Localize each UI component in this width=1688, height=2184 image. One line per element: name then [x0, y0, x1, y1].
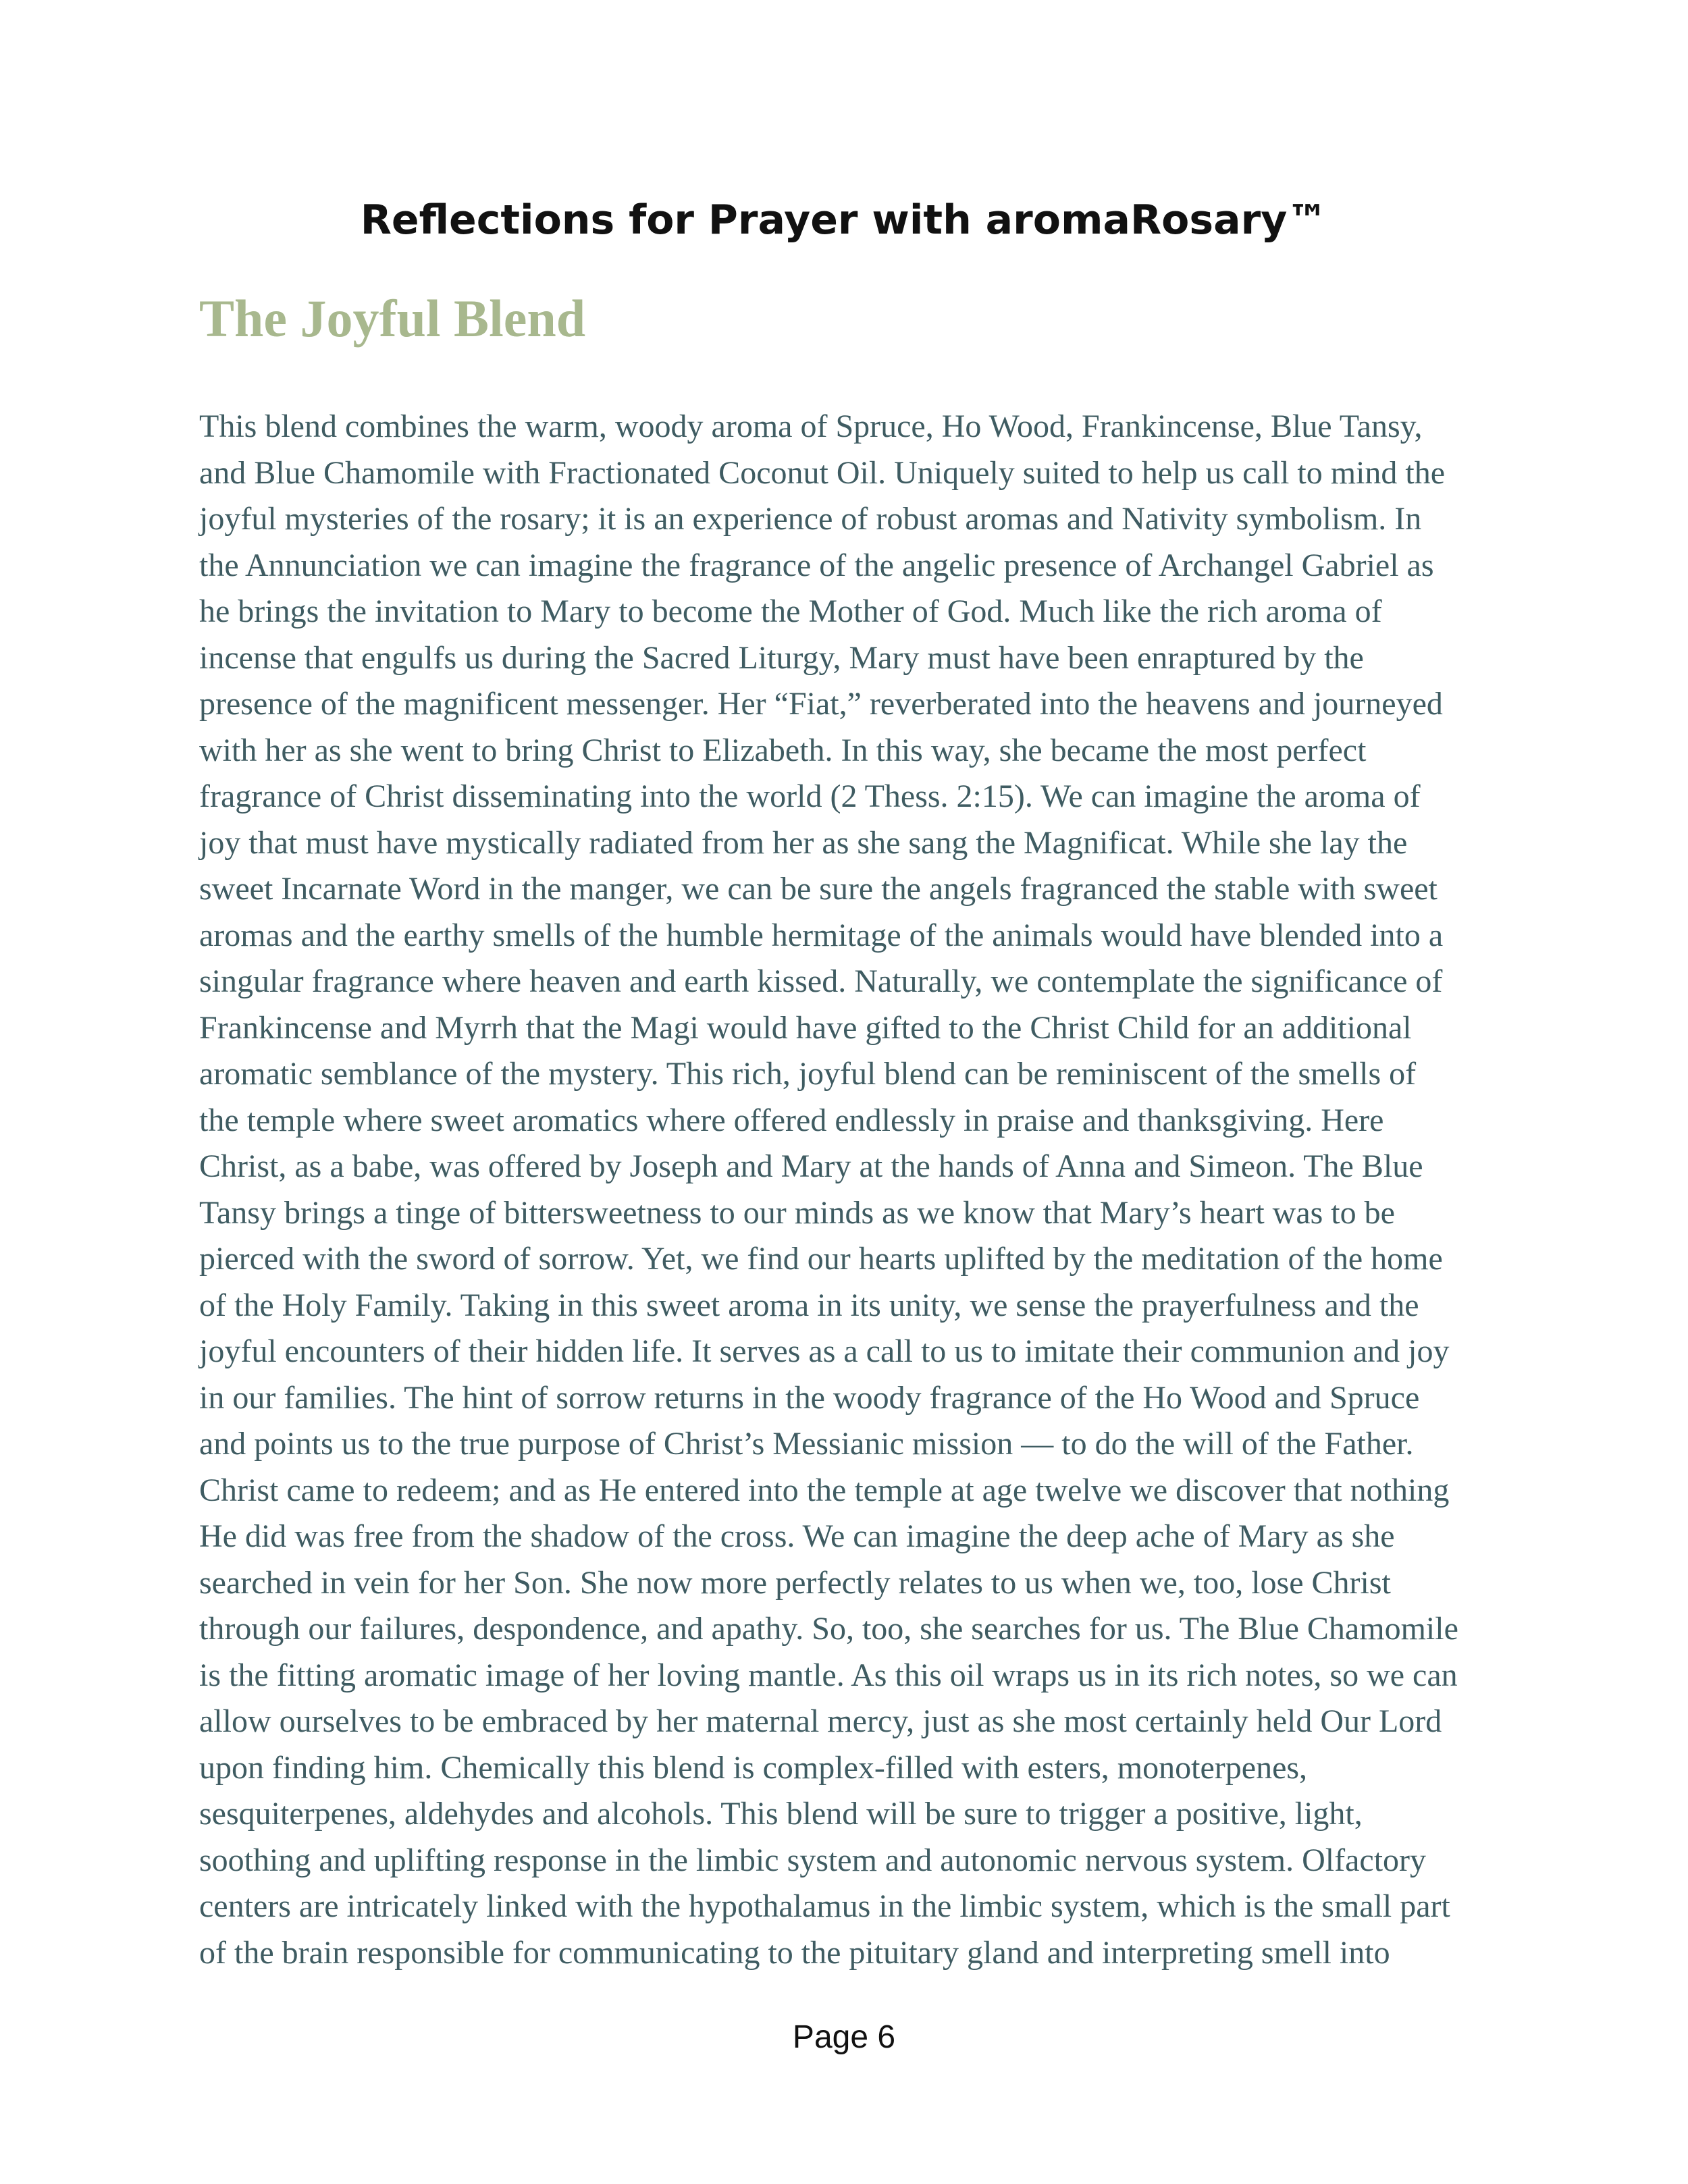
body-line: and points us to the true purpose of Christ’s Messianic mission — to do the will of the Father.: [199, 1426, 1414, 1462]
page-number: Page 6: [792, 2019, 896, 2055]
body-line: This blend combines the warm, woody aroma of Spruce, Ho Wood, Frankincense, Blue Tansy,: [199, 408, 1423, 444]
body-line: the temple where sweet aromatics where offered endlessly in praise and thanksgiving. Here: [199, 1102, 1384, 1138]
body-line: the Annunciation we can imagine the fragrance of the angelic presence of Archangel Gabriel as: [199, 547, 1434, 583]
body-paragraph: [199, 404, 1496, 1976]
body-line: fragrance of Christ disseminating into the world (2 Thess. 2:15). We can imagine the aroma of: [199, 778, 1421, 814]
body-line: upon finding him. Chemically this blend is complex-filled with esters, monoterpenes,: [199, 1749, 1308, 1786]
body-line: soothing and uplifting response in the limbic system and autonomic nervous system. Olfactory: [199, 1842, 1427, 1878]
body-line: and Blue Chamomile with Fractionated Coconut Oil. Uniquely suited to help us call to mind the: [199, 454, 1446, 491]
body-line: joy that must have mystically radiated from her as she sang the Magnificat. While she lay the: [199, 824, 1408, 861]
section-title: The Joyful Blend: [199, 289, 586, 348]
body-line: sweet Incarnate Word in the manger, we can be sure the angels fragranced the stable with sweet: [199, 871, 1438, 907]
body-line: in our families. The hint of sorrow returns in the woody fragrance of the Ho Wood and Spruce: [199, 1379, 1420, 1416]
body-line: of the brain responsible for communicating to the pituitary gland and interpreting smell into: [199, 1934, 1390, 1971]
body-line: joyful encounters of their hidden life. It serves as a call to us to imitate their communion and joy: [199, 1333, 1450, 1369]
body-line: aromas and the earthy smells of the humble hermitage of the animals would have blended into a: [199, 917, 1444, 953]
body-line: with her as she went to bring Christ to Elizabeth. In this way, she became the most perfect: [199, 732, 1367, 768]
body-line: searched in vein for her Son. She now more perfectly relates to us when we, too, lose Christ: [199, 1564, 1391, 1601]
body-line: presence of the magnificent messenger. Her “Fiat,” reverberated into the heavens and journeyed: [199, 686, 1443, 722]
running-header: Reflections for Prayer with aromaRosary™: [360, 196, 1328, 244]
body-line: through our failures, despondence, and apathy. So, too, she searches for us. The Blue Chamomile: [199, 1611, 1458, 1647]
body-line: incense that engulfs us during the Sacred Liturgy, Mary must have been enraptured by the: [199, 639, 1364, 676]
body-line: he brings the invitation to Mary to become the Mother of God. Much like the rich aroma of: [199, 593, 1382, 629]
body-line: He did was free from the shadow of the cross. We can imagine the deep ache of Mary as she: [199, 1518, 1395, 1554]
body-line: joyful mysteries of the rosary; it is an experience of robust aromas and Nativity symbolism. In: [199, 501, 1422, 537]
body-line: allow ourselves to be embraced by her maternal mercy, just as she most certainly held Our Lord: [199, 1703, 1442, 1739]
body-line: centers are intricately linked with the hypothalamus in the limbic system, which is the small part: [199, 1888, 1450, 1924]
body-line: sesquiterpenes, aldehydes and alcohols. This blend will be sure to trigger a positive, light,: [199, 1796, 1363, 1832]
body-line: Christ, as a babe, was offered by Joseph and Mary at the hands of Anna and Simeon. The Blue: [199, 1148, 1423, 1184]
body-line: Frankincense and Myrrh that the Magi would have gifted to the Christ Child for an additional: [199, 1009, 1412, 1046]
body-line: Tansy brings a tinge of bittersweetness to our minds as we know that Mary’s heart was to be: [199, 1194, 1395, 1231]
body-line: Christ came to redeem; and as He entered into the temple at age twelve we discover that nothing: [199, 1472, 1450, 1508]
body-line: pierced with the sword of sorrow. Yet, we find our hearts uplifted by the meditation of the home: [199, 1241, 1443, 1277]
body-line: singular fragrance where heaven and earth kissed. Naturally, we contemplate the significance of: [199, 963, 1443, 999]
body-line: of the Holy Family. Taking in this sweet aroma in its unity, we sense the prayerfulness and the: [199, 1287, 1419, 1323]
body-line: aromatic semblance of the mystery. This rich, joyful blend can be reminiscent of the smells of: [199, 1056, 1417, 1092]
body-line: is the fitting aromatic image of her loving mantle. As this oil wraps us in its rich notes, so we can: [199, 1657, 1458, 1693]
